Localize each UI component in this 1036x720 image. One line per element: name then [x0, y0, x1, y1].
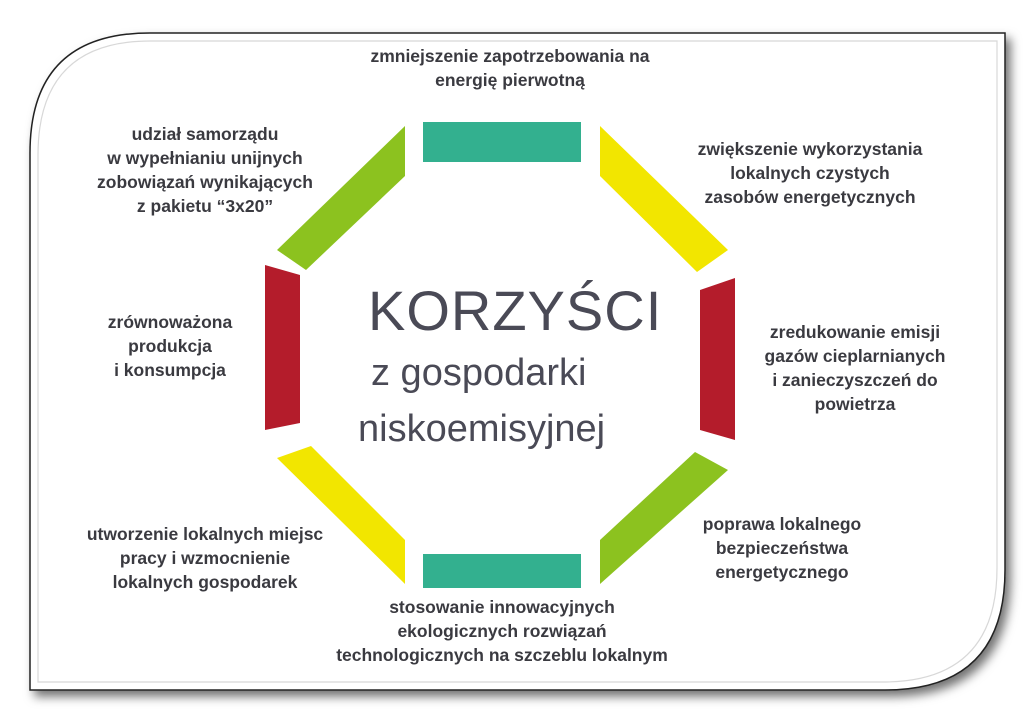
benefit-label-bottom: [292, 595, 712, 667]
benefit-line: zmniejszenie zapotrzebowania na: [370, 46, 650, 66]
segment-right: [700, 278, 735, 440]
center-subtitle-line2: niskoemisyjnej: [358, 408, 606, 450]
benefit-line: z pakietu “3x20”: [136, 196, 274, 216]
benefit-label-right: [735, 320, 975, 416]
segment-top: [423, 122, 581, 162]
benefit-label-top: [320, 44, 700, 92]
benefit-line: bezpieczeństwa: [715, 538, 849, 558]
benefit-line: zwiększenie wykorzystania: [697, 139, 923, 159]
benefit-line: i konsumpcja: [114, 360, 226, 380]
benefit-line: utworzenie lokalnych miejsc: [86, 524, 324, 544]
benefit-line: lokalnych czystych: [730, 163, 890, 183]
benefit-line: lokalnych gospodarek: [112, 572, 298, 592]
benefit-line: produkcja: [128, 336, 212, 356]
benefit-line: powietrza: [814, 394, 896, 414]
center-subtitle-line1: z gospodarki: [371, 352, 587, 394]
benefit-line: technologicznych na szczeblu lokalnym: [336, 645, 668, 665]
benefit-label-bottom-right: [672, 512, 892, 584]
benefit-line: energię pierwotną: [435, 70, 585, 90]
segment-left: [265, 265, 300, 430]
benefit-line: udział samorządu: [131, 124, 279, 144]
benefit-line: ekologicznych rozwiązań: [397, 621, 607, 641]
benefit-label-left: [80, 310, 260, 382]
benefit-line: zasobów energetycznych: [704, 187, 916, 207]
center-title: KORZYŚCI: [368, 279, 663, 342]
segment-bottom: [423, 554, 581, 588]
benefit-line: gazów cieplarnianych: [764, 346, 946, 366]
benefit-label-top-right: [660, 137, 960, 209]
benefit-line: i zanieczyszczeń do: [772, 370, 938, 390]
benefit-line: zobowiązań wynikających: [97, 172, 313, 192]
benefit-line: poprawa lokalnego: [702, 514, 862, 534]
benefit-label-bottom-left: [50, 522, 360, 594]
benefit-line: stosowanie innowacyjnych: [389, 597, 615, 617]
benefit-line: zredukowanie emisji: [769, 322, 941, 342]
benefit-line: energetycznego: [715, 562, 849, 582]
benefit-label-top-left: [60, 122, 350, 218]
benefit-line: pracy i wzmocnienie: [119, 548, 291, 568]
benefit-line: w wypełnianiu unijnych: [107, 148, 303, 168]
benefit-line: zrównoważona: [107, 312, 233, 332]
